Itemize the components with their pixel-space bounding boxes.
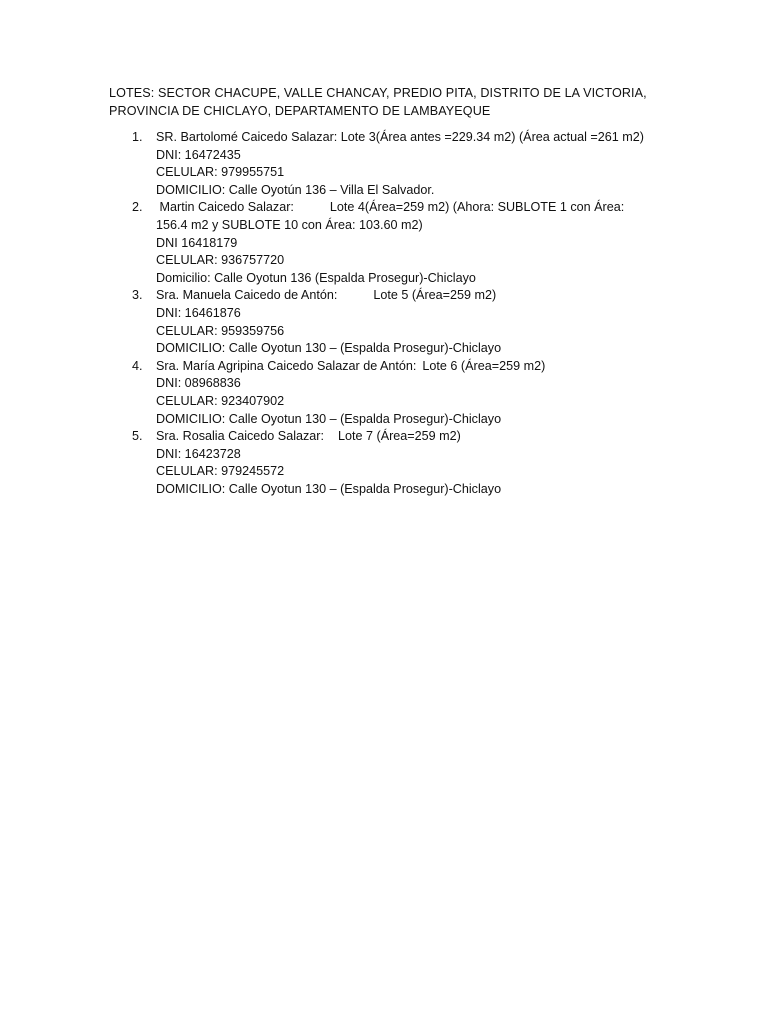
item-title-line: [156, 287, 729, 305]
item-title-line: [156, 428, 729, 446]
celular: CELULAR: 979955751: [156, 165, 285, 180]
domicilio: DOMICILIO: Calle Oyotun 130 – (Espalda Prosegur)-Chiclayo: [156, 341, 502, 356]
item-number: 3.: [132, 288, 143, 303]
list-item: [109, 199, 729, 287]
list-item: [109, 428, 729, 498]
dni: DNI: 16472435: [156, 147, 241, 162]
owner-name: Sra. Manuela Caicedo de Antón:: [156, 288, 338, 303]
heading-line-1: LOTES: SECTOR CHACUPE, VALLE CHANCAY, PREDIO PITA, DISTRITO DE LA VICTORIA,: [109, 86, 647, 100]
item-title-line: [156, 129, 729, 147]
celular: CELULAR: 936757720: [156, 253, 285, 268]
lot-info: Lote 7 (Área=259 m2): [338, 429, 461, 444]
dni: DNI 16418179: [156, 235, 238, 250]
lot-info-continued: 156.4 m2 y SUBLOTE 10 con Área: 103.60 m2): [156, 217, 423, 232]
celular: CELULAR: 959359756: [156, 323, 285, 338]
domicilio: Domicilio: Calle Oyotun 136 (Espalda Prosegur)-Chiclayo: [156, 270, 476, 285]
domicilio: DOMICILIO: Calle Oyotun 130 – (Espalda Prosegur)-Chiclayo: [156, 481, 502, 496]
domicilio: DOMICILIO: Calle Oyotún 136 – Villa El Salvador.: [156, 182, 435, 197]
document-heading: [109, 84, 709, 120]
dni: DNI: 16461876: [156, 305, 241, 320]
celular: CELULAR: 923407902: [156, 393, 285, 408]
list-item: [109, 358, 729, 428]
item-title-line: [156, 358, 729, 376]
list-item: [109, 287, 729, 357]
item-number: 2.: [132, 200, 143, 215]
celular: CELULAR: 979245572: [156, 464, 285, 479]
lot-info: Lote 5 (Área=259 m2): [373, 288, 497, 303]
item-number: 1.: [132, 130, 143, 144]
heading-line-2: PROVINCIA DE CHICLAYO, DEPARTAMENTO DE LAMBAYEQUE: [109, 104, 491, 118]
item-number: 4.: [132, 358, 143, 373]
dni: DNI: 08968836: [156, 376, 241, 391]
domicilio: DOMICILIO: Calle Oyotun 130 – (Espalda Prosegur)-Chiclayo: [156, 411, 502, 426]
lot-info: Lote 4(Área=259 m2) (Ahora: SUBLOTE 1 con Área:: [329, 200, 625, 215]
lot-info: Lote 6 (Área=259 m2): [422, 358, 546, 373]
lot-info: Lote 3(Área antes =229.34 m2) (Área actual =261 m2): [340, 130, 644, 144]
owner-name: Sra. Rosalia Caicedo Salazar:: [156, 429, 324, 444]
item-number: 5.: [132, 429, 143, 444]
owner-name: SR. Bartolomé Caicedo Salazar:: [156, 130, 338, 144]
owner-name: Martin Caicedo Salazar:: [159, 200, 294, 215]
list-item: [109, 129, 729, 199]
owner-name: Sra. María Agripina Caicedo Salazar de Antón:: [156, 358, 417, 373]
owner-list: [109, 129, 729, 498]
item-title-line: [156, 199, 729, 217]
dni: DNI: 16423728: [156, 446, 241, 461]
